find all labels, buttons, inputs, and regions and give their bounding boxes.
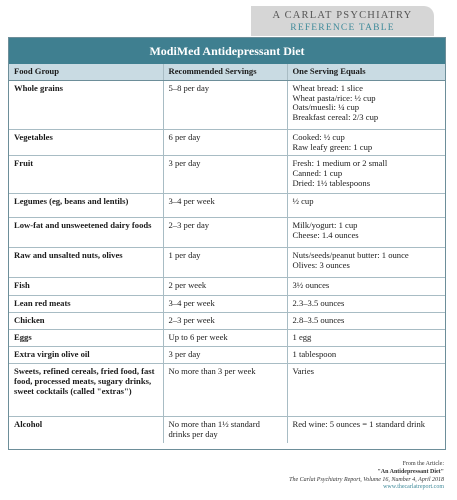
food-group-cell: Alcohol — [14, 419, 43, 430]
serving-equivalent-line: Wheat pasta/rice: ½ cup — [292, 92, 376, 103]
serving-equivalent-cell — [287, 417, 445, 443]
table-row — [9, 330, 445, 347]
serving-equivalent-line: Raw leafy green: 1 cup — [292, 141, 373, 152]
food-group-cell: Eggs — [9, 330, 163, 347]
serving-equivalent-cell — [287, 330, 445, 347]
serving-equivalent-line: Cheese: 1.4 ounces — [292, 229, 359, 240]
table-row — [9, 130, 445, 156]
citation-website: www.thecarlatreport.com — [383, 484, 444, 491]
serving-equivalent-cell — [287, 278, 445, 296]
citation-intro: From the Article: — [402, 461, 444, 467]
serving-equivalent-line: 3½ ounces — [292, 280, 330, 291]
table-row — [9, 194, 445, 218]
table-row — [9, 156, 445, 194]
recommended-servings-cell: 3 per day — [163, 156, 287, 194]
table-row — [9, 248, 445, 278]
recommended-servings-cell: 3–4 per week — [163, 194, 287, 218]
recommended-servings-cell: 5–8 per day — [163, 81, 287, 130]
table-row — [9, 347, 445, 364]
serving-equivalent-line: Oats/muesli: ¼ cup — [292, 102, 360, 113]
food-group-cell: Lean red meats — [9, 296, 163, 313]
serving-equivalent-cell — [287, 248, 445, 278]
serving-equivalent-line: Dried: 1½ tablespoons — [292, 177, 371, 188]
food-group-cell: Whole grains — [9, 81, 163, 130]
serving-equivalent-line: 1 egg — [292, 332, 312, 343]
serving-equivalent-cell — [287, 156, 445, 194]
column-header-recommended-servings: Recommended Servings — [163, 64, 287, 81]
serving-equivalent-line: Milk/yogurt: 1 cup — [292, 220, 358, 231]
serving-equivalent-line: Varies — [292, 366, 314, 377]
article-citation — [289, 461, 444, 492]
food-group-cell: Fish — [9, 278, 163, 296]
recommended-servings-cell: 3–4 per week — [163, 296, 287, 313]
serving-equivalent-line: Canned: 1 cup — [292, 167, 343, 178]
table-row — [9, 81, 445, 130]
serving-equivalent-cell — [287, 81, 445, 130]
table-row — [9, 218, 445, 248]
recommended-servings-cell: Up to 6 per week — [163, 330, 287, 347]
serving-equivalent-line: 2.3–3.5 ounces — [292, 298, 345, 309]
table-title: ModiMed Antidepressant Diet — [9, 38, 445, 64]
food-group-cell: Vegetables — [9, 130, 163, 156]
table-row — [9, 278, 445, 296]
serving-equivalent-cell — [287, 130, 445, 156]
serving-equivalent-line: Breakfast cereal: 2/3 cup — [292, 111, 379, 122]
food-group-cell: Low-fat and unsweetened dairy foods — [9, 218, 163, 248]
recommended-servings-cell: 6 per day — [163, 130, 287, 156]
diet-table — [9, 64, 445, 443]
recommended-servings-cell: 2 per week — [163, 278, 287, 296]
brand-tab — [251, 6, 434, 36]
serving-equivalent-cell — [287, 194, 445, 218]
serving-equivalent-cell — [287, 313, 445, 330]
brand-name: A CARLAT PSYCHIATRY — [272, 10, 413, 21]
table-row — [9, 364, 445, 417]
column-header-food-group: Food Group — [9, 64, 163, 81]
table-row — [9, 417, 445, 443]
recommended-servings-cell: 2–3 per day — [163, 218, 287, 248]
food-group-cell: Extra virgin olive oil — [9, 347, 163, 364]
serving-equivalent-line: ½ cup — [292, 196, 314, 207]
food-group-cell: Sweets, refined cereals, fried food, fast food, processed meats, sugary drinks, sweet cocktails (called "extras") — [9, 364, 163, 417]
serving-equivalent-cell — [287, 296, 445, 313]
column-header-one-serving-equals: One Serving Equals — [287, 64, 445, 81]
serving-equivalent-line: Cooked: ½ cup — [292, 132, 345, 142]
citation-source: The Carlat Psychiatry Report, Volume 16, Number 4, April 2018 — [289, 476, 444, 483]
serving-equivalent-cell — [287, 364, 445, 417]
serving-equivalent-line: Olives: 3 ounces — [292, 259, 350, 270]
citation-article-title: "An Antidepressant Diet" — [377, 468, 444, 475]
brand-subtitle: REFERENCE TABLE — [290, 22, 395, 33]
table-row — [9, 296, 445, 313]
serving-equivalent-line: 1 tablespoon — [292, 349, 337, 360]
food-group-cell: Chicken — [9, 313, 163, 330]
recommended-servings-cell: No more than 3 per week — [163, 364, 287, 417]
food-group-cell: Fruit — [9, 156, 163, 194]
serving-equivalent-line: Fresh: 1 medium or 2 small — [292, 158, 388, 169]
serving-equivalent-line: Red wine: 5 ounces = 1 standard drink — [292, 419, 426, 430]
recommended-servings-cell: 2–3 per week — [163, 313, 287, 330]
header-row — [9, 64, 445, 81]
food-group-cell: Raw and unsalted nuts, olives — [9, 248, 163, 278]
recommended-servings-cell: 3 per day — [163, 347, 287, 364]
serving-equivalent-line: Nuts/seeds/peanut butter: 1 ounce — [292, 250, 409, 261]
table-row — [9, 313, 445, 330]
food-group-cell: Legumes (eg, beans and lentils) — [9, 194, 163, 218]
recommended-servings-cell: 1 per day — [163, 248, 287, 278]
serving-equivalent-line: 2.8–3.5 ounces — [292, 315, 345, 326]
serving-equivalent-cell — [287, 347, 445, 364]
serving-equivalent-line: Wheat bread: 1 slice — [292, 83, 363, 93]
serving-equivalent-cell — [287, 218, 445, 248]
recommended-servings-cell: No more than 1½ standard drinks per day — [163, 417, 287, 443]
reference-table-frame — [8, 37, 446, 450]
